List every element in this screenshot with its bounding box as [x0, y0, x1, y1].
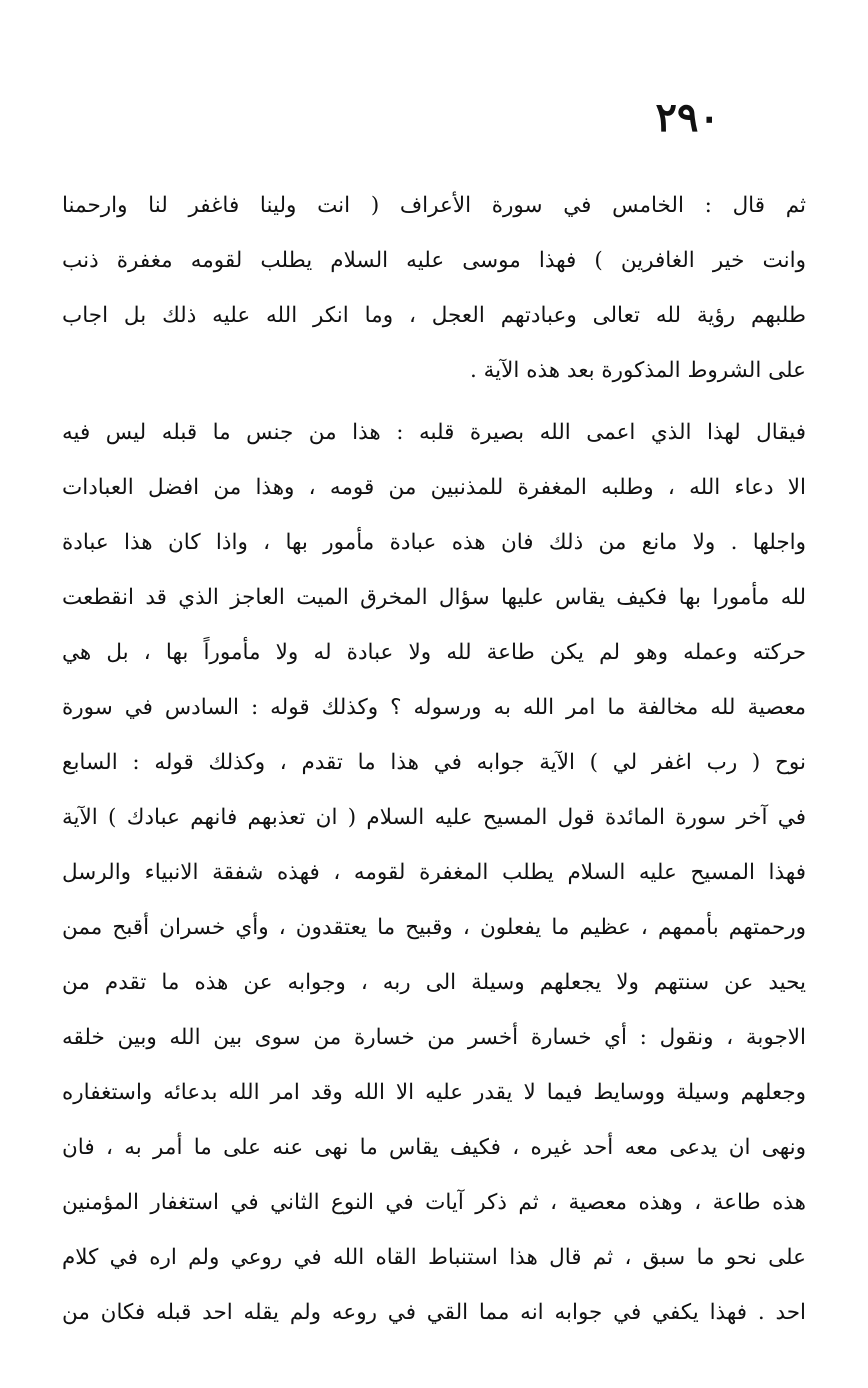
paragraph-2 [62, 405, 806, 1340]
page-number: ٢٩٠ [655, 94, 720, 141]
text-line: فهذا المسيح عليه السلام يطلب المغفرة لقومه ، فهذه شفقة الانبياء والرسل [62, 860, 806, 885]
text-line: معصية لله مخالفة ما امر الله به ورسوله ؟ وكذلك قوله : السادس في سورة [62, 695, 806, 720]
text-line: ونهى ان يدعى معه أحد غيره ، فكيف يقاس ما نهى عنه على ما أمر به ، فان [62, 1135, 806, 1160]
text-line: يحيد عن سنتهم ولا يجعلهم وسيلة الى ربه ، وجوابه عن هذه ما تقدم من [62, 970, 806, 995]
paragraph-1 [62, 178, 806, 398]
text-line: ثم قال : الخامس في سورة الأعراف ( انت ولينا فاغفر لنا وارحمنا [62, 193, 806, 218]
text-line: فيقال لهذا الذي اعمى الله بصيرة قلبه : هذا من جنس ما قبله ليس فيه [62, 420, 806, 445]
text-line: ورحمتهم بأممهم ، عظيم ما يفعلون ، وقبيح ما يعتقدون ، وأي خسران أقبح ممن [62, 915, 806, 940]
text-line: حركته وعمله وهو لم يكن طاعة لله ولا عبادة له ولا مأموراً بها ، بل هي [62, 640, 806, 665]
text-line: نوح ( رب اغفر لي ) الآية جوابه في هذا ما تقدم ، وكذلك قوله : السابع [62, 750, 806, 775]
text-line: في آخر سورة المائدة قول المسيح عليه السلام ( ان تعذبهم فانهم عبادك ) الآية [62, 805, 806, 830]
text-line: هذه طاعة ، وهذه معصية ، ثم ذكر آيات في النوع الثاني في استغفار المؤمنين [62, 1190, 806, 1215]
text-line: الا دعاء الله ، وطلبه المغفرة للمذنبين من قومه ، وهذا من افضل العبادات [62, 475, 806, 500]
text-line: على الشروط المذكورة بعد هذه الآية . [469, 358, 806, 383]
text-line: وانت خير الغافرين ) فهذا موسى عليه السلام يطلب لقومه مغفرة ذنب [62, 248, 806, 273]
text-line: احد . فهذا يكفي في جوابه انه مما القي في روعه ولم يقله احد قبله فكان من [62, 1300, 806, 1325]
text-line: وجعلهم وسيلة ووسايط فيما لا يقدر عليه الا الله وقد امر الله بدعائه واستغفاره [62, 1080, 806, 1105]
text-line: لله مأمورا بها فكيف يقاس عليها سؤال المخرق الميت العاجز الذي قد انقطعت [62, 585, 806, 610]
text-line: الاجوبة ، ونقول : أي خسارة أخسر من خسارة من سوى بين الله وبين خلقه [62, 1025, 806, 1050]
text-line: على نحو ما سبق ، ثم قال هذا استنباط القاه الله في روعي ولم اره في كلام [62, 1245, 806, 1270]
text-line: واجلها . ولا مانع من ذلك فان هذه عبادة مأمور بها ، واذا كان هذا عبادة [62, 530, 806, 555]
text-line: طلبهم رؤية لله تعالى وعبادتهم العجل ، وما انكر الله عليه ذلك بل اجاب [62, 303, 806, 328]
